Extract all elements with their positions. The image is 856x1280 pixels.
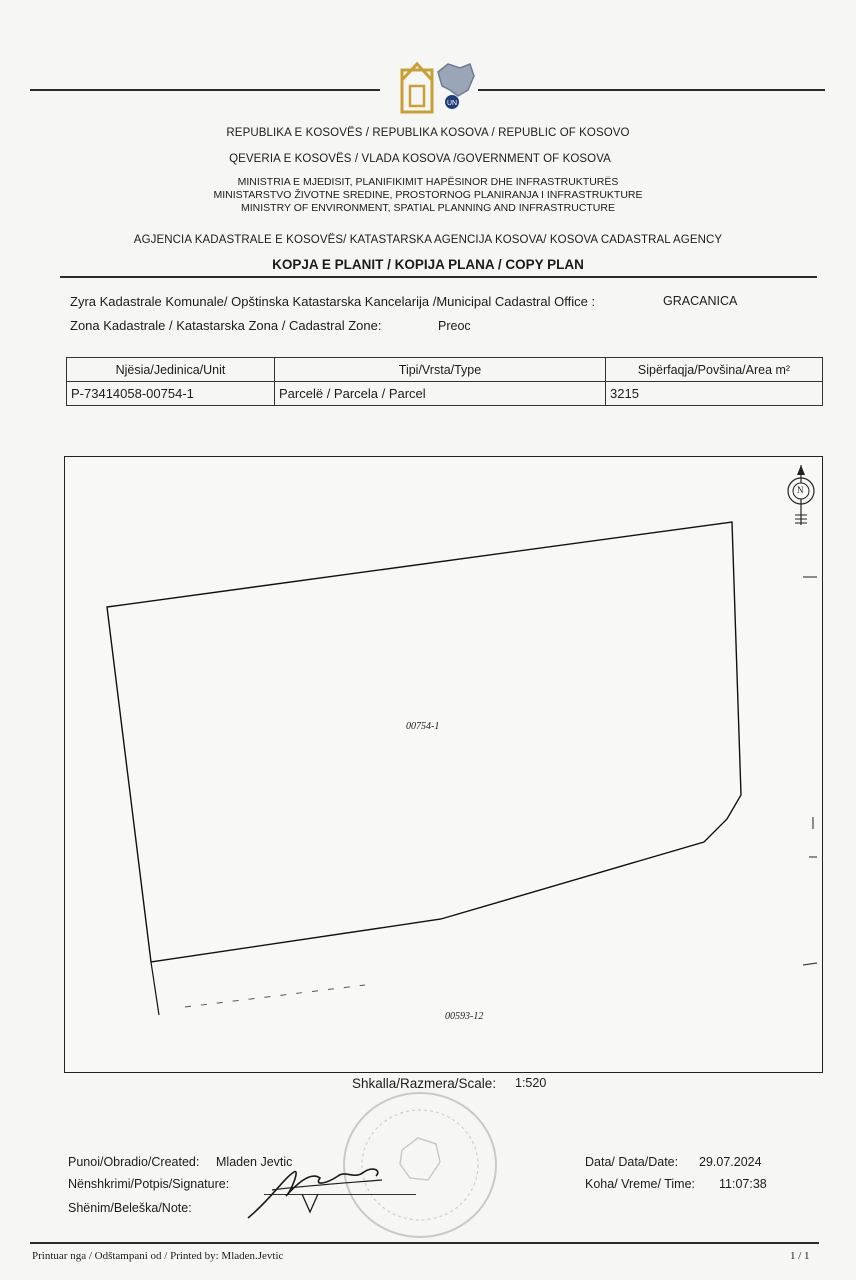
neighbor-parcel-label: 00593-12 [445, 1011, 484, 1022]
north-arrow-icon [783, 463, 819, 527]
created-label: Punoi/Obradio/Created: [68, 1155, 200, 1169]
table-row [67, 382, 823, 406]
time-value: 11:07:38 [719, 1177, 767, 1191]
unit-table [66, 357, 823, 406]
time-label: Koha/ Vreme/ Time: [585, 1177, 695, 1191]
zone-value: Preoc [438, 319, 471, 333]
printed-by: Printuar nga / Odštampani od / Printed by: Mladen.Jevtic [32, 1250, 284, 1262]
header-rule-right [478, 89, 825, 91]
cell-type: Parcelë / Parcela / Parcel [275, 382, 606, 406]
ministry-sq: MINISTRIA E MJEDISIT, PLANIFIKIMIT HAPËSINOR DHE INFRASTRUKTURËS [237, 176, 619, 188]
ministry-sr: MINISTARSTVO ŽIVOTNE SREDINE, PROSTORNOG PLANIRANJA I INFRASTRUKTURE [213, 189, 643, 201]
republic-line: REPUBLIKA E KOSOVËS / REPUBLIKA KOSOVA / REPUBLIC OF KOSOVO [226, 127, 630, 139]
date-value: 29.07.2024 [699, 1155, 762, 1169]
parcel-label: 00754-1 [406, 721, 440, 732]
neighbor-boundary [151, 962, 159, 1015]
header-unit: Njësia/Jedinica/Unit [67, 358, 275, 382]
government-line: QEVERIA E KOSOVËS / VLADA KOSOVA /GOVERNMENT OF KOSOVA [229, 153, 611, 165]
parcel-map [64, 456, 823, 1073]
office-label: Zyra Kadastrale Komunale/ Opštinska Katastarska Kancelarija /Municipal Cadastral Office : [70, 294, 596, 309]
kosovo-cadastral-agency-logo [398, 56, 478, 118]
zone-label: Zona Kadastrale / Katastarska Zona / Cadastral Zone: [70, 318, 382, 333]
header-area: Sipërfaqja/Povšina/Area m² [606, 358, 823, 382]
svg-text:UN: UN [446, 100, 458, 107]
unit-table-header [67, 358, 823, 382]
print-rule [30, 1242, 819, 1244]
north-letter: N [797, 485, 804, 495]
signature-label: Nënshkrimi/Potpis/Signature: [68, 1177, 230, 1191]
header-type: Tipi/Vrsta/Type [275, 358, 606, 382]
date-label: Data/ Data/Date: [585, 1155, 679, 1169]
document-title: KOPJA E PLANIT / KOPIJA PLANA / COPY PLAN [272, 257, 584, 272]
note-label: Shënim/Beleška/Note: [68, 1201, 192, 1215]
title-rule [60, 276, 817, 278]
scale-value: 1:520 [515, 1076, 547, 1090]
scale-label: Shkalla/Razmera/Scale: [352, 1076, 497, 1091]
parcel-outline [107, 522, 741, 962]
parcel-map-drawing [65, 457, 822, 1072]
created-value: Mladen Jevtic [216, 1155, 293, 1169]
office-value: GRACANICA [663, 294, 738, 308]
cell-unit-id: P-73414058-00754-1 [67, 382, 275, 406]
header-rule-left [30, 89, 380, 91]
agency-line: AGJENCIA KADASTRALE E KOSOVËS/ KATASTARSKA AGENCIJA KOSOVA/ KOSOVA CADASTRAL AGENCY [133, 234, 723, 246]
handwritten-signature-icon [242, 1150, 392, 1225]
cell-area: 3215 [606, 382, 823, 406]
page-number: 1 / 1 [790, 1250, 810, 1262]
ministry-en: MINISTRY OF ENVIRONMENT, SPATIAL PLANNING AND INFRASTRUCTURE [241, 202, 615, 214]
